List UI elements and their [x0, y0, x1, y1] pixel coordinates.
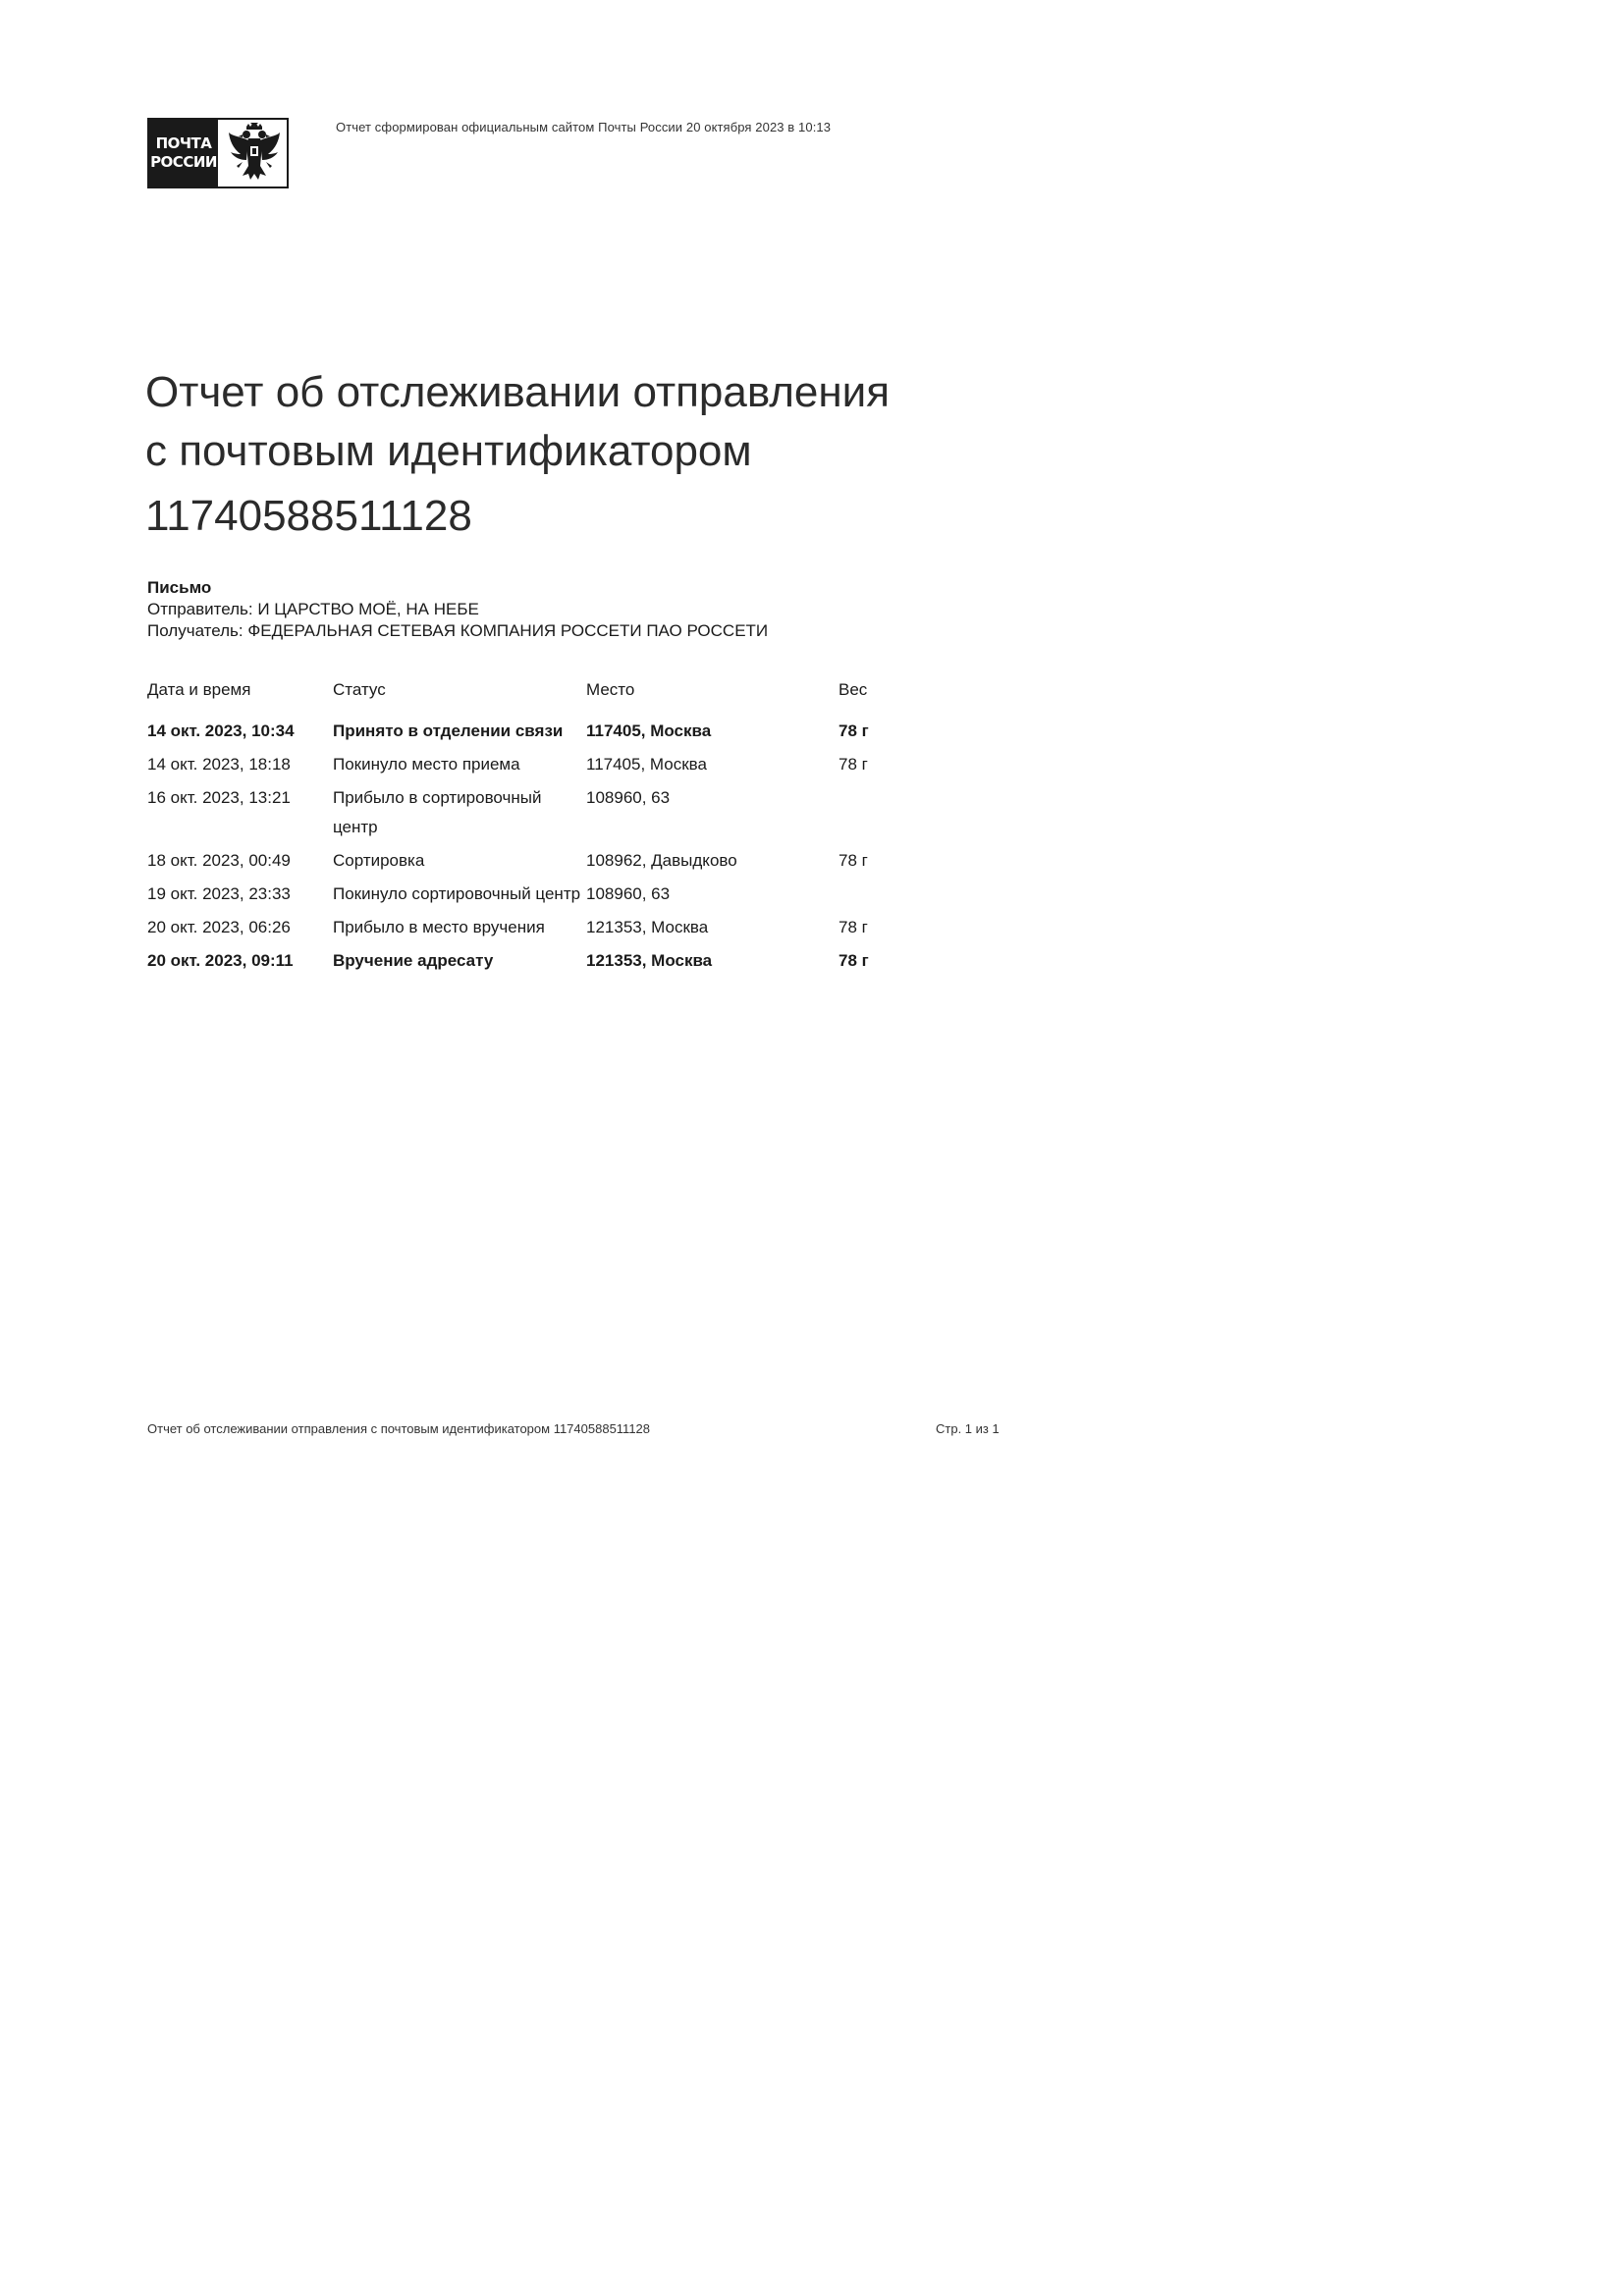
- cell-place: 121353, Москва: [586, 951, 713, 970]
- logo-line-1: ПОЧТА: [155, 134, 212, 152]
- cell-status: Сортировка: [333, 851, 425, 870]
- tracking-number: 11740588511128: [145, 492, 472, 540]
- double-headed-eagle-icon: [218, 120, 287, 187]
- cell-date: 20 окт. 2023, 06:26: [147, 918, 291, 936]
- header-place: Место: [586, 680, 635, 699]
- table-header-row: [147, 679, 917, 717]
- table-row: [147, 846, 917, 880]
- page-title: [145, 363, 1029, 546]
- logo-line-2: РОССИИ: [150, 153, 217, 171]
- cell-place: 108960, 63: [586, 788, 671, 807]
- shipment-type: Письмо: [147, 578, 212, 597]
- cell-date: 16 окт. 2023, 13:21: [147, 788, 291, 807]
- table-row: [147, 783, 917, 846]
- cell-date: 19 окт. 2023, 23:33: [147, 884, 291, 903]
- header-date: Дата и время: [147, 680, 251, 699]
- shipment-sender: Отправитель: И ЦАРСТВО МОЁ, НА НЕБЕ: [147, 600, 479, 618]
- title-line-1: Отчет об отслеживании отправления: [145, 368, 891, 416]
- report-generated-note: Отчет сформирован официальным сайтом Почты России 20 октября 2023 в 10:13: [336, 120, 832, 134]
- cell-weight: [839, 783, 917, 846]
- cell-place: 117405, Москва: [586, 721, 712, 740]
- logo-wordmark: [149, 120, 218, 187]
- cell-date: 14 окт. 2023, 10:34: [147, 721, 295, 740]
- cell-weight: 78 г: [839, 851, 868, 870]
- table-row: [147, 880, 917, 913]
- table-body: [147, 717, 917, 980]
- cell-weight: 78 г: [839, 721, 869, 740]
- cell-place: 108960, 63: [586, 884, 671, 903]
- russian-post-logo: [147, 118, 289, 188]
- cell-date: 20 окт. 2023, 09:11: [147, 951, 294, 970]
- cell-status: Прибыло в сортировочный центр: [333, 788, 542, 836]
- tracking-events-table: [147, 679, 917, 980]
- eagle-emblem-svg: [227, 123, 282, 184]
- header-status: Статус: [333, 680, 386, 699]
- table-row: [147, 750, 917, 783]
- table-row: [147, 913, 917, 946]
- table-row: [147, 946, 917, 980]
- cell-place: 117405, Москва: [586, 755, 707, 774]
- footer-report-title: Отчет об отслеживании отправления с почтовым идентификатором 11740588511128: [147, 1421, 651, 1436]
- cell-place: 121353, Москва: [586, 918, 709, 936]
- cell-status: Покинуло сортировочный центр: [333, 884, 581, 903]
- header-weight: Вес: [839, 680, 868, 699]
- shipment-recipient: Получатель: ФЕДЕРАЛЬНАЯ СЕТЕВАЯ КОМПАНИЯ РОССЕТИ ПАО РОССЕТИ: [147, 621, 769, 640]
- cell-weight: 78 г: [839, 755, 868, 774]
- cell-status: Принято в отделении связи: [333, 721, 564, 740]
- footer-page-number: Стр. 1 из 1: [936, 1421, 1000, 1436]
- table-row: [147, 717, 917, 750]
- cell-date: 18 окт. 2023, 00:49: [147, 851, 291, 870]
- title-line-2: с почтовым идентификатором: [145, 427, 752, 475]
- cell-weight: 78 г: [839, 951, 869, 970]
- cell-weight: [839, 880, 917, 913]
- cell-date: 14 окт. 2023, 18:18: [147, 755, 291, 774]
- cell-weight: 78 г: [839, 918, 868, 936]
- cell-status: Покинуло место приема: [333, 755, 520, 774]
- cell-status: Прибыло в место вручения: [333, 918, 545, 936]
- cell-place: 108962, Давыдково: [586, 851, 737, 870]
- cell-status: Вручение адресату: [333, 951, 494, 970]
- shipment-info: [147, 577, 768, 642]
